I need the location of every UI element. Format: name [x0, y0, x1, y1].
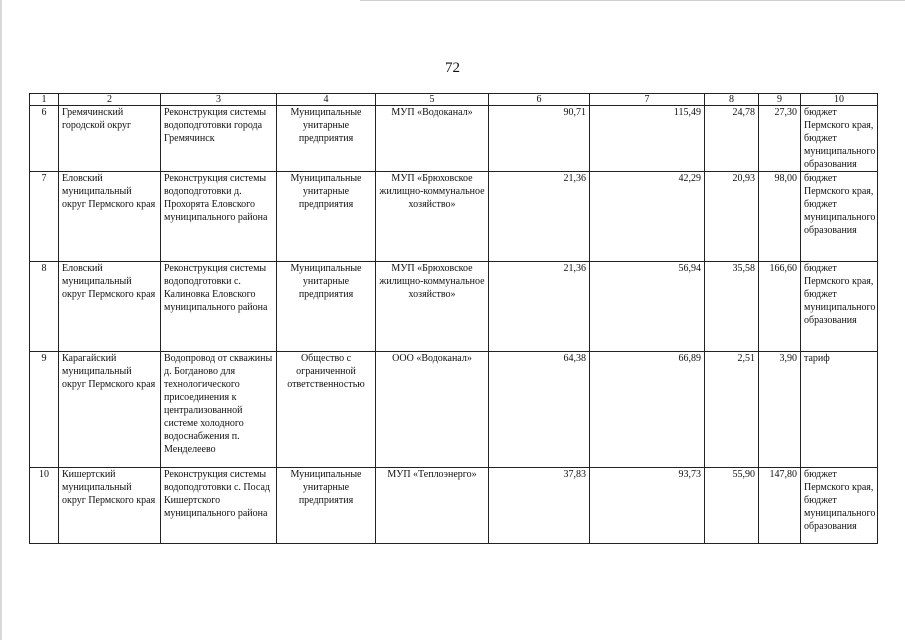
- org-type-cell: Муниципальные унитарные предприятия: [277, 106, 376, 172]
- column-header: 10: [801, 94, 878, 106]
- organization-cell: МУП «Теплоэнерго»: [376, 468, 489, 544]
- row-number: 7: [30, 172, 59, 262]
- table-row: [30, 262, 878, 352]
- column-header: 5: [376, 94, 489, 106]
- funding-source-cell: бюджет Пермского края, бюджет муниципального образования: [801, 468, 878, 544]
- header-row: [30, 94, 878, 106]
- project-cell: Реконструкция системы водоподготовки с. Калиновка Еловского муниципального района: [161, 262, 277, 352]
- organization-cell: МУП «Брюховское жилищно-коммунальное хозяйство»: [376, 262, 489, 352]
- table-row: [30, 352, 878, 468]
- column-header: 2: [59, 94, 161, 106]
- value-cell-6: 21,36: [489, 262, 590, 352]
- municipality-cell: Еловский муниципальный округ Пермского края: [59, 262, 161, 352]
- value-cell-9: 166,60: [759, 262, 801, 352]
- page-number: 72: [445, 60, 460, 76]
- value-cell-7: 115,49: [590, 106, 705, 172]
- project-cell: Реконструкция системы водоподготовки города Гремячинск: [161, 106, 277, 172]
- funding-source-cell: бюджет Пермского края, бюджет муниципального образования: [801, 262, 878, 352]
- row-number: 10: [30, 468, 59, 544]
- scan-left-edge: [0, 0, 2, 640]
- project-cell: Реконструкция системы водоподготовки с. Посад Кишертского муниципального района: [161, 468, 277, 544]
- funding-source-cell: тариф: [801, 352, 878, 468]
- table-row: [30, 106, 878, 172]
- value-cell-7: 66,89: [590, 352, 705, 468]
- column-header: 6: [489, 94, 590, 106]
- org-type-cell: Муниципальные унитарные предприятия: [277, 468, 376, 544]
- column-header: 4: [277, 94, 376, 106]
- value-cell-6: 90,71: [489, 106, 590, 172]
- funding-source-cell: бюджет Пермского края, бюджет муниципального образования: [801, 106, 878, 172]
- value-cell-8: 20,93: [705, 172, 759, 262]
- column-header: 8: [705, 94, 759, 106]
- value-cell-9: 147,80: [759, 468, 801, 544]
- table-row: [30, 172, 878, 262]
- municipality-cell: Карагайский муниципальный округ Пермского края: [59, 352, 161, 468]
- organization-cell: ООО «Водоканал»: [376, 352, 489, 468]
- municipality-cell: Еловский муниципальный округ Пермского края: [59, 172, 161, 262]
- municipality-cell: Кишертский муниципальный округ Пермского края: [59, 468, 161, 544]
- org-type-cell: Общество с ограниченной ответственностью: [277, 352, 376, 468]
- value-cell-6: 21,36: [489, 172, 590, 262]
- column-header: 9: [759, 94, 801, 106]
- column-header: 3: [161, 94, 277, 106]
- organization-cell: МУП «Брюховское жилищно-коммунальное хозяйство»: [376, 172, 489, 262]
- project-cell: Реконструкция системы водоподготовки д. Прохорята Еловского муниципального района: [161, 172, 277, 262]
- organization-cell: МУП «Водоканал»: [376, 106, 489, 172]
- org-type-cell: Муниципальные унитарные предприятия: [277, 262, 376, 352]
- scan-top-edge: [360, 0, 905, 1]
- value-cell-7: 56,94: [590, 262, 705, 352]
- value-cell-6: 37,83: [489, 468, 590, 544]
- value-cell-6: 64,38: [489, 352, 590, 468]
- municipality-cell: Гремячинский городской округ: [59, 106, 161, 172]
- column-header: 1: [30, 94, 59, 106]
- column-header: 7: [590, 94, 705, 106]
- table-row: [30, 468, 878, 544]
- project-cell: Водопровод от скважины д. Богданово для технологического присоединения к централизованной системе холодного водоснабжения п. Менделеево: [161, 352, 277, 468]
- row-number: 8: [30, 262, 59, 352]
- org-type-cell: Муниципальные унитарные предприятия: [277, 172, 376, 262]
- value-cell-8: 35,58: [705, 262, 759, 352]
- value-cell-8: 2,51: [705, 352, 759, 468]
- value-cell-7: 42,29: [590, 172, 705, 262]
- data-table: [29, 93, 878, 544]
- funding-source-cell: бюджет Пермского края, бюджет муниципального образования: [801, 172, 878, 262]
- value-cell-9: 98,00: [759, 172, 801, 262]
- row-number: 9: [30, 352, 59, 468]
- value-cell-7: 93,73: [590, 468, 705, 544]
- value-cell-9: 3,90: [759, 352, 801, 468]
- row-number: 6: [30, 106, 59, 172]
- value-cell-8: 24,78: [705, 106, 759, 172]
- value-cell-9: 27,30: [759, 106, 801, 172]
- value-cell-8: 55,90: [705, 468, 759, 544]
